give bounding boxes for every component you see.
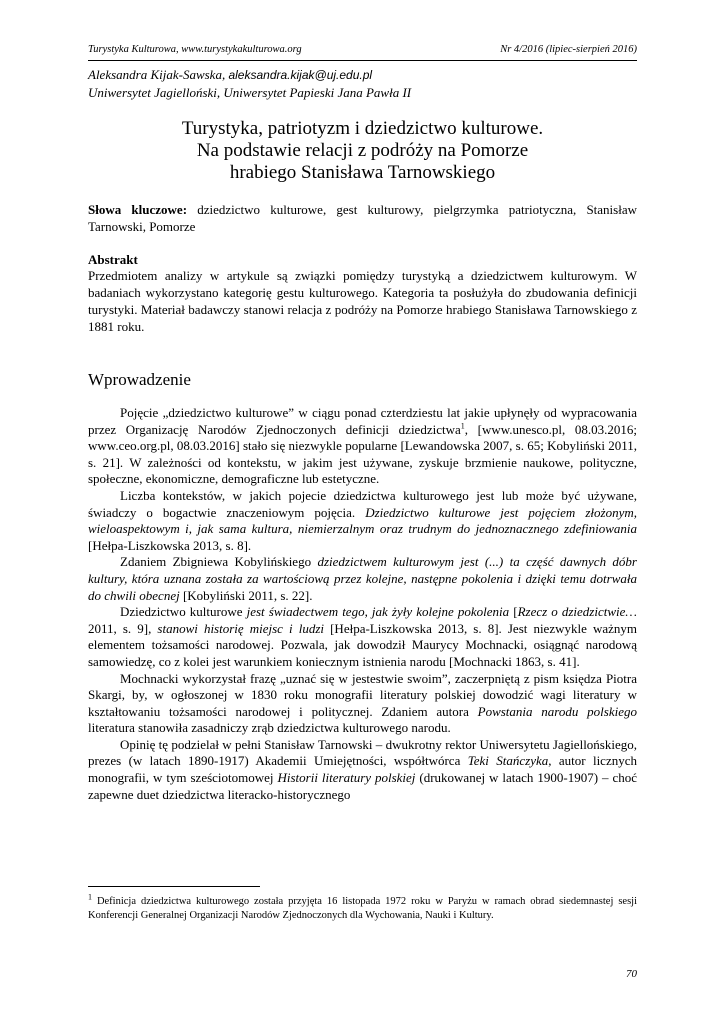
page-number: 70: [626, 968, 637, 980]
keywords-text: dziedzictwo kulturowe, gest kulturowy, pielgrzymka patriotyczna, Stanisław Tarnowski, Pomorze: [88, 202, 637, 234]
header-rule: [88, 60, 637, 61]
paragraph-2: Liczba kontekstów, w jakich pojecie dziedzictwa kulturowego jest lub może być używane, świadczy o bogactwie znaczeniowym pojęcia. Dziedzictwo kulturowe jest pojęciem złożonym, wieloaspektowym i, jak sama kultura, niemierzalnym oraz trudnym do jednoznacznego zdefiniowania [Hełpa-Liszkowska 2013, s. 8].: [88, 487, 637, 553]
keywords-label: Słowa kluczowe:: [88, 202, 188, 217]
journal-name: Turystyka Kulturowa, www.turystykakulturowa.org: [88, 44, 302, 55]
footnote-rule: [88, 886, 260, 887]
article-title: [88, 118, 637, 184]
body-text: [88, 405, 637, 803]
running-header: [88, 44, 637, 55]
title-line-2: Na podstawie relacji z podróży na Pomorze: [196, 140, 529, 161]
paragraph-6: Opinię tę podzielał w pełni Stanisław Tarnowski – dwukrotny rektor Uniwersytetu Jagiellońskiego, prezes (w latach 1890-1917) Akademii Umiejętności, współtwórca Teki Stańczyka, autor licznych monografii, w tym sześciotomowej Historii literatury polskiej (drukowanej w latach 1900-1907) – choć zapewne duet dziedzictwa literacko-historycznego: [88, 736, 637, 802]
keywords: [88, 201, 637, 235]
author-email[interactable]: aleksandra.kijak@uj.edu.pl: [228, 68, 373, 82]
author-affiliation: Uniwersytet Jagielloński, Uniwersytet Papieski Jana Pawła II: [88, 85, 412, 100]
footnote-text: Definicja dziedzictwa kulturowego została przyjęta 16 listopada 1972 roku w Paryżu w ramach obrad siedemnastej sesji Konferencji Generalnej Organizacji Narodów Zjednoczonych dla Wychowania, Nauki i Kultury.: [88, 896, 637, 921]
abstract-heading: Abstrakt: [88, 252, 138, 267]
issue-info: Nr 4/2016 (lipiec-sierpień 2016): [500, 44, 637, 55]
paragraph-4: Dziedzictwo kulturowe jest świadectwem tego, jak żyły kolejne pokolenia [Rzecz o dziedzictwie… 2011, s. 9], stanowi historię miejsc i ludzi [Hełpa-Liszkowska 2013, s. 8]. Jest niezwykle ważnym elementem tożsamości narodowej. Pozwala, jak dowodził Maurycy Mochnacki, osiągnąć narodową samowiedzę, co z kolei jest warunkiem koniecznym istnienia narodu [Mochnacki 1863, s. 41].: [88, 604, 637, 669]
paragraph-1: Pojęcie „dziedzictwo kulturowe” w ciągu ponad czterdziestu lat jakie upłynęły od wypracowania przez Organizację Narodów Zjednoczonych definicji dziedzictwa$^1$, [www.unesco.pl, 08.03.2016; www.ceo.org.pl, 08.03.2016] stało się niezwykle popularne [Lewandowska 2007, s. 65; Kobyliński 2011, s. 21]. W zależności od kontekstu, w jakim jest używane, zyskuje brzmienie naukowe, polityczne, społeczne, ekonomiczne, demograficzne lub estetyczne.: [88, 405, 638, 487]
footnote-ref[interactable]: 1: [460, 421, 465, 431]
paragraph-5: Mochnacki wykorzystał frazę „uznać się w jestestwie swoim”, zaczerpniętą z pism księdza Piotra Skargi, by, w ogłoszonej w 1830 roku monografii literatury polskiej dowodzić wagi literatury w kształtowaniu tożsamości narodowej i politycznej. Zdaniem autora Powstania narodu polskiego literatura stanowiła zasadniczy zrąb dziedzictwa kulturowego narodu.: [88, 670, 637, 736]
title-line-3: hrabiego Stanisława Tarnowskiego: [229, 162, 496, 183]
title-line-1: Turystyka, patriotyzm i dziedzictwo kulturowe.: [181, 118, 544, 139]
footnote: [88, 892, 637, 923]
author-block: [88, 66, 411, 101]
section-title: Wprowadzenie: [88, 370, 191, 389]
author-name: Aleksandra Kijak-Sawska,: [88, 67, 226, 82]
footnote-number: 1: [88, 892, 92, 902]
abstract-text: Przedmiotem analizy w artykule są związki pomiędzy turystyką a dziedzictwem kulturowym. W badaniach wykorzystano kategorię gestu kulturowego. Kategoria ta posłużyła do zbudowania definicji turystyki. Materiał badawczy stanowi relacja z podróży na Pomorze hrabiego Stanisława Tarnowskiego z 1881 roku.: [88, 268, 637, 334]
paragraph-3: Zdaniem Zbigniewa Kobylińskiego dziedzictwem kulturowym jest (...) ta część dawnych dóbr kultury, która uznana została za wartościową przez kolejne, następne pokolenia i dzięki temu dotrwała do chwili obecnej [Kobyliński 2011, s. 22].: [88, 554, 637, 603]
